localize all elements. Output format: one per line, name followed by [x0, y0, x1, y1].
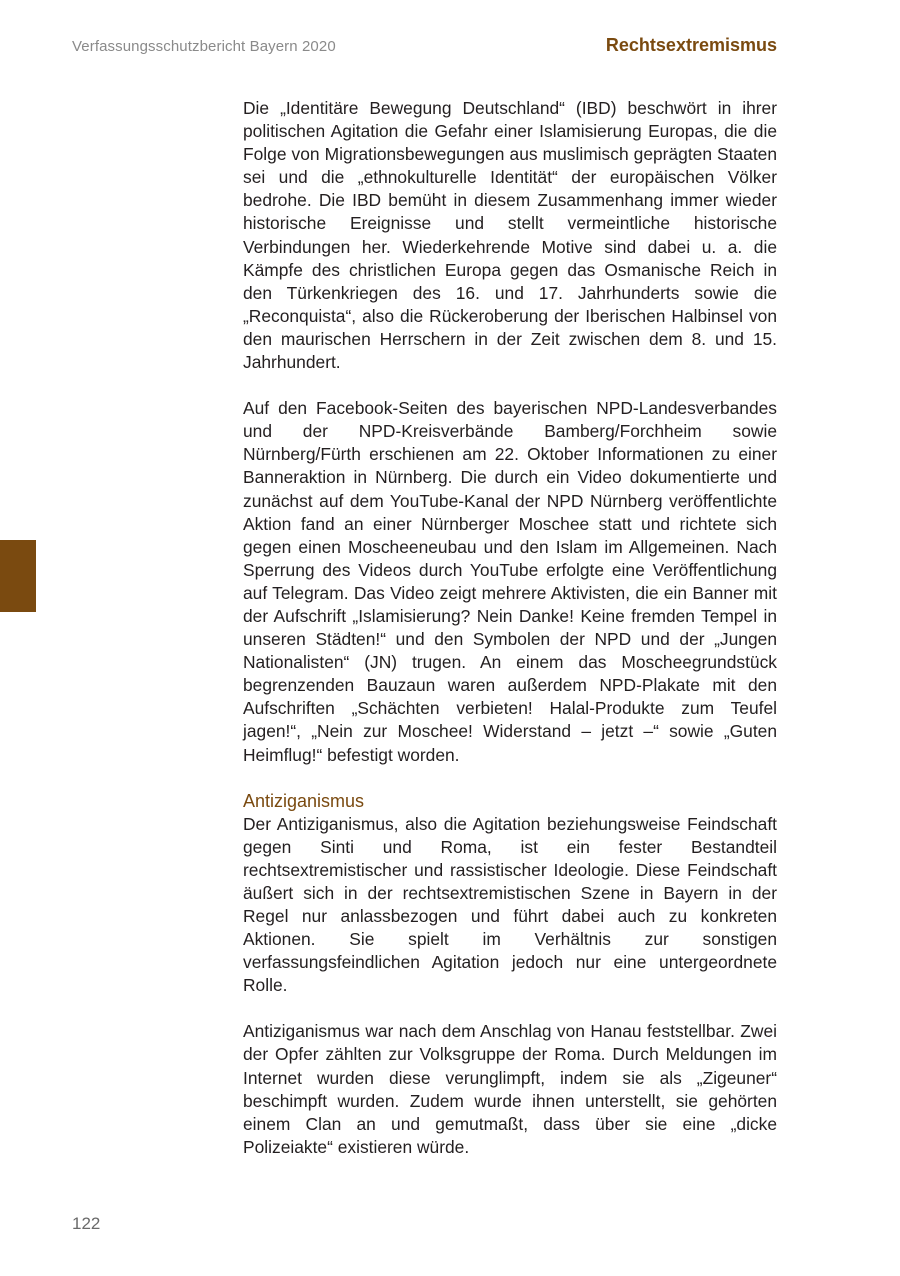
- running-header-publication: Verfassungsschutzbericht Bayern 2020: [72, 38, 336, 55]
- paragraph-ibd: Die „Identitäre Bewegung Deutschland“ (IBD) beschwört in ihrer politischen Agitation die Gefahr einer Islamisierung Europas, die die Folge von Migrationsbewegungen aus muslimisch geprägten Staaten sei und die „ethnokulturelle Identität“ der europäischen Völker bedrohe. Die IBD bemüht in diesem Zusammenhang immer wieder historische Ereignisse und stellt vermeintliche historische Verbindungen her. Wiederkehrende Motive sind dabei u. a. die Kämpfe des christlichen Europa gegen das Osmanische Reich in den Türkenkriegen des 16. und 17. Jahrhunderts sowie die „Reconquista“, also die Rückeroberung der Iberischen Halbinsel von den maurischen Herrschern in der Zeit zwischen dem 8. und 15. Jahrhundert.: [243, 98, 777, 373]
- paragraph-antiziganismus-definition: Der Antiziganismus, also die Agitation beziehungsweise Feindschaft gegen Sinti und Roma, ist ein fester Bestandteil rechtsextremistischer und rassistischer Ideologie. Diese Feindschaft äußert sich in der rechtsextremistischen Szene in Bayern in der Regel nur anlassbezogen und führt dabei auch zu konkreten Aktionen. Sie spielt im Verhältnis zur sonstigen verfassungsfeindlichen Agitation jedoch nur eine untergeordnete Rolle.: [243, 813, 777, 996]
- paragraph-spacer: [243, 767, 777, 790]
- paragraph-spacer: [243, 997, 777, 1020]
- section-heading-antiziganismus: Antiziganismus: [243, 790, 365, 811]
- main-content: [243, 97, 777, 1159]
- paragraph-hanau: Antiziganismus war nach dem Anschlag von Hanau feststellbar. Zwei der Opfer zählten zur Volksgruppe der Roma. Durch Meldungen im Internet wurden diese verunglimpft, indem sie als „Zigeuner“ beschimpft wurden. Zudem wurde ihnen unterstellt, sie gehörten einem Clan an und gemutmaßt, dass über sie eine „dicke Polizeiakte“ existieren würde.: [243, 1021, 777, 1157]
- running-header-chapter: Rechtsextremismus: [605, 35, 777, 55]
- paragraph-spacer: [243, 374, 777, 397]
- page-number: 122: [72, 1214, 101, 1233]
- paragraph-npd-banneraktion: Auf den Facebook-Seiten des bayerischen NPD-Landesverbandes und der NPD-Kreisverbände Bamberg/Forchheim sowie Nürnberg/Fürth erschienen am 22. Oktober Informationen zu einer Banneraktion in Nürnberg. Die durch ein Video dokumentierte und zunächst auf dem YouTube-Kanal der NPD Nürnberg veröffentlichte Aktion fand an einer Nürnberger Moschee statt und richtete sich gegen einen Moscheeneubau und den Islam im Allgemeinen. Nach Sperrung des Videos durch YouTube erfolgte eine Veröffentlichung auf Telegram. Das Video zeigt mehrere Aktivisten, die ein Banner mit der Aufschrift „Islamisierung? Nein Danke! Keine fremden Tempel in unseren Städten!“ und den Symbolen der NPD und der „Jungen Nationalisten“ (JN) trugen. An einem das Moscheegrundstück begrenzenden Bauzaun waren außerdem NPD-Plakate mit den Aufschriften „Schächten verbieten! Halal-Produkte zum Teufel jagen!“, „Nein zur Moschee! Widerstand – jetzt –“ sowie „Guten Heimflug!“ befestigt worden.: [243, 398, 777, 765]
- chapter-side-tab: [0, 540, 36, 612]
